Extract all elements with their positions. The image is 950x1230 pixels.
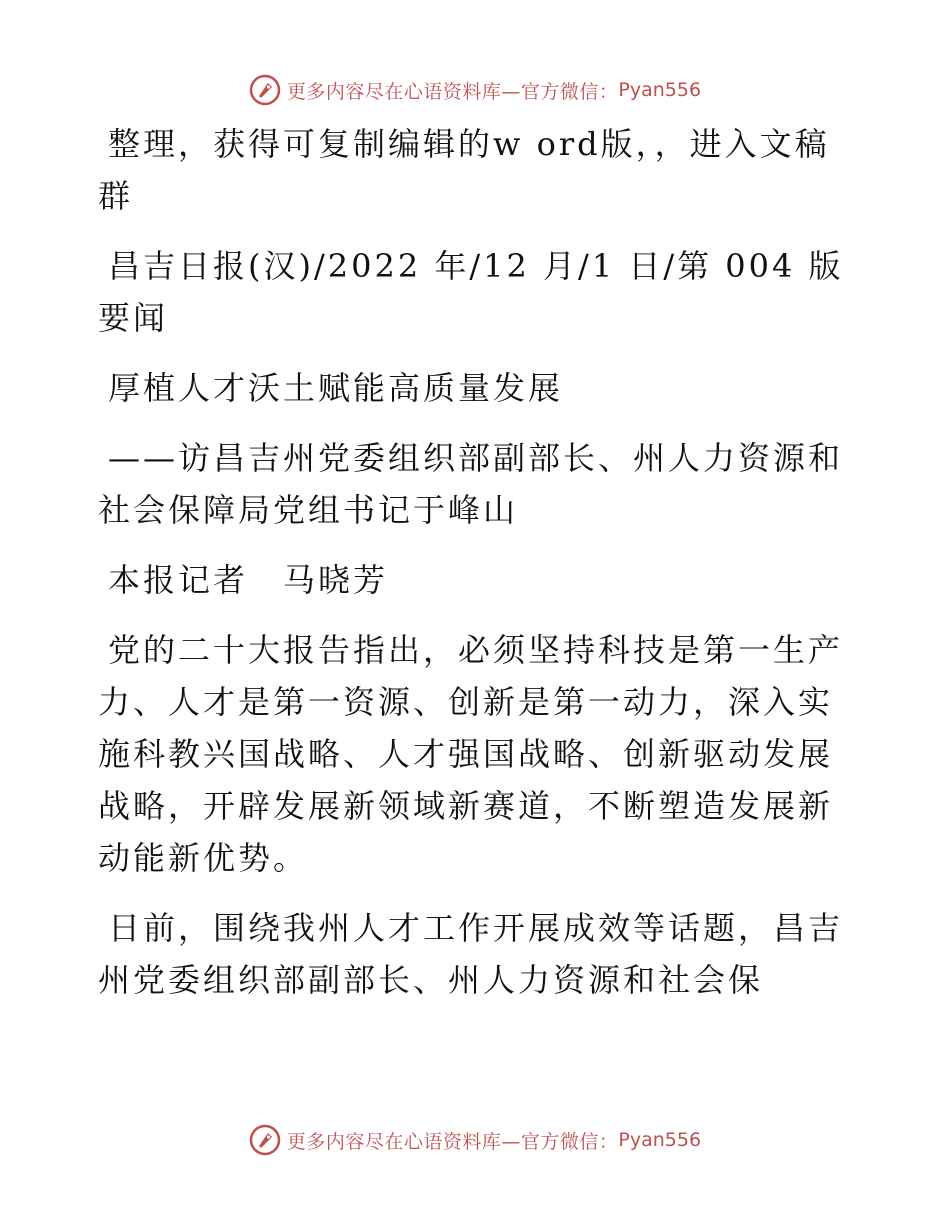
footer-watermark xyxy=(0,1120,950,1160)
paragraph-6: 党的二十大报告指出，必须坚持科技是第一生产力、人才是第一资源、创新是第一动力，深入实施科教兴国战略、人才强国战略、创新驱动发展战略，开辟发展新领域新赛道，不断塑造发展新动能新优势。 xyxy=(98,631,844,877)
watermark-handle: Pyan556 xyxy=(618,79,702,101)
article-title: 厚植人才沃土赋能高质量发展 xyxy=(108,369,564,407)
watermark-text: 更多内容尽在心语资料库—官方微信： xyxy=(286,80,619,103)
article-byline: 本报记者 马晓芳 xyxy=(108,561,389,599)
paragraph-7: 日前，围绕我州人才工作开展成效等话题，昌吉州党委组织部副部长、州人力资源和社会保 xyxy=(98,909,844,999)
article-subtitle: ——访昌吉州党委组织部副部长、州人力资源和社会保障局党组书记于峰山 xyxy=(98,439,844,529)
paragraph-2: 昌吉日报(汉)/2022 年/12 月/1 日/第 004 版要闻 xyxy=(98,247,844,337)
paragraph-1: 整理，获得可复制编辑的w ord版，，进入文稿群 xyxy=(98,125,830,215)
pen-nib-icon xyxy=(249,74,281,106)
document-body xyxy=(98,118,858,1006)
header-watermark xyxy=(0,70,950,110)
watermark-text: 更多内容尽在心语资料库—官方微信： xyxy=(286,1130,619,1153)
watermark-handle: Pyan556 xyxy=(618,1129,702,1151)
pen-nib-icon xyxy=(249,1124,281,1156)
